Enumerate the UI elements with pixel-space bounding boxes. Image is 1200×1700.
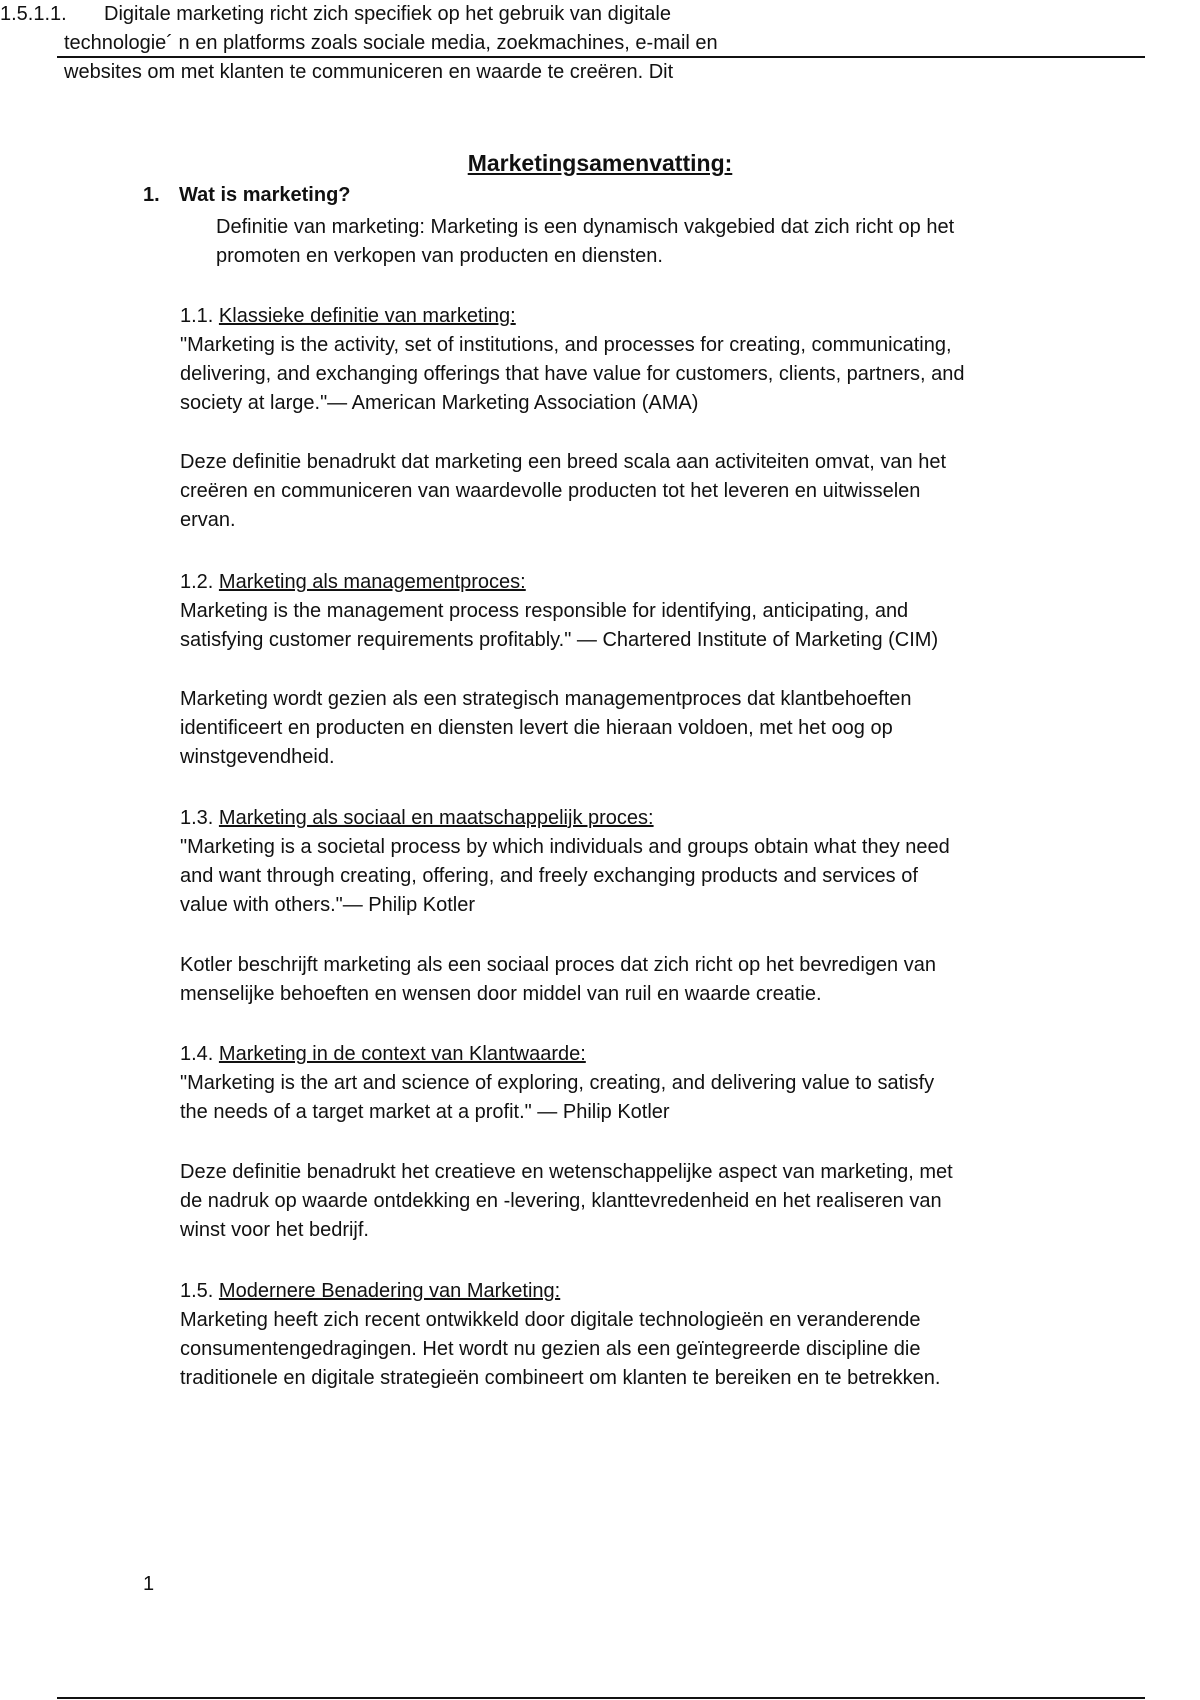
subsection-heading <box>180 568 1060 597</box>
subsection-1-2 <box>180 568 1060 655</box>
subsection-title: Marketing als managementproces: <box>218 571 526 593</box>
subsection-heading <box>180 1040 1060 1069</box>
explanation-1-4 <box>180 1158 1060 1245</box>
body-line: traditionele en digitale strategieën combineert om klanten te bereiken en te betrekken. <box>180 1367 941 1389</box>
explanation-line: menselijke behoeften en wensen door middel van ruil en waarde creatie. <box>180 983 822 1005</box>
quote-line: value with others."— Philip Kotler <box>180 894 476 916</box>
body-line: Marketing heeft zich recent ontwikkeld door digitale technologieën en veranderende <box>180 1309 921 1331</box>
subsection-number: 1.5. <box>180 1280 214 1302</box>
page-number: 1 <box>143 1573 155 1595</box>
quote-line: satisfying customer requirements profitably." — Chartered Institute of Marketing (CIM) <box>180 629 939 651</box>
explanation-line: creëren en communiceren van waardevolle producten tot het leveren en uitwisselen <box>180 480 921 502</box>
explanation-1-3 <box>180 951 1060 1009</box>
marketing-definition <box>216 213 1076 271</box>
subsection-title: Klassieke definitie van marketing: <box>218 305 516 327</box>
subsection-number: 1.2. <box>180 571 214 593</box>
subsection-heading <box>180 1277 1060 1306</box>
section-1-heading <box>143 184 351 207</box>
section-1-number: 1. <box>143 184 160 206</box>
explanation-line: Deze definitie benadrukt het creatieve en wetenschappelijke aspect van marketing, met <box>180 1161 953 1183</box>
subsection-1-1 <box>180 302 1060 418</box>
quote-line: and want through creating, offering, and freely exchanging products and services of <box>180 865 918 887</box>
explanation-line: winstgevendheid. <box>180 746 335 768</box>
quote-line: Marketing is the management process responsible for identifying, anticipating, and <box>180 600 909 622</box>
subsection-title: Marketing als sociaal en maatschappelijk proces: <box>218 807 654 829</box>
subsection-heading <box>180 804 1060 833</box>
explanation-line: de nadruk op waarde ontdekking en -levering, klanttevredenheid en het realiseren van <box>180 1190 942 1212</box>
explanation-line: identificeert en producten en diensten levert die hieraan voldoen, met het oog op <box>180 717 893 739</box>
deep-item-line: websites om met klanten te communiceren en waarde te creëren. Dit <box>64 61 674 83</box>
quote-line: society at large."— American Marketing Association (AMA) <box>180 392 699 414</box>
quote-line: the needs of a target market at a profit." — Philip Kotler <box>180 1101 670 1123</box>
deep-item-line: technologie´ n en platforms zoals sociale media, zoekmachines, e-mail en <box>64 32 718 54</box>
body-line: consumentengedragingen. Het wordt nu gezien als een geïntegreerde discipline die <box>180 1338 921 1360</box>
explanation-1-1 <box>180 448 1060 535</box>
quote-line: delivering, and exchanging offerings that have value for customers, clients, partners, and <box>180 363 965 385</box>
explanation-line: Deze definitie benadrukt dat marketing een breed scala aan activiteiten omvat, van het <box>180 451 947 473</box>
section-1-title: Wat is marketing? <box>179 184 351 206</box>
subsection-number: 1.1. <box>180 305 214 327</box>
explanation-1-2 <box>180 685 1060 772</box>
subsection-1-5-1-1 <box>0 0 820 87</box>
explanation-line: Kotler beschrijft marketing als een sociaal proces dat zich richt op het bevredigen van <box>180 954 936 976</box>
subsection-1-4 <box>180 1040 1060 1127</box>
definition-line: promoten en verkopen van producten en diensten. <box>216 245 663 267</box>
deep-item-line: Digitale marketing richt zich specifiek op het gebruik van digitale <box>104 3 671 25</box>
subsection-heading <box>180 302 1060 331</box>
deep-item-number: 1.5.1.1. <box>0 3 67 25</box>
explanation-line: ervan. <box>180 509 236 531</box>
explanation-line: Marketing wordt gezien als een strategisch managementproces dat klantbehoeften <box>180 688 912 710</box>
explanation-line: winst voor het bedrijf. <box>180 1219 369 1241</box>
subsection-number: 1.4. <box>180 1043 214 1065</box>
document-title: Marketingsamenvatting: <box>467 150 733 176</box>
subsection-1-3 <box>180 804 1060 920</box>
quote-line: "Marketing is the art and science of exploring, creating, and delivering value to satisfy <box>180 1072 935 1094</box>
subsection-title: Modernere Benadering van Marketing: <box>218 1280 561 1302</box>
quote-line: "Marketing is the activity, set of institutions, and processes for creating, communicating, <box>180 334 952 356</box>
quote-line: "Marketing is a societal process by which individuals and groups obtain what they need <box>180 836 950 858</box>
subsection-title: Marketing in de context van Klantwaarde: <box>218 1043 586 1065</box>
subsection-number: 1.3. <box>180 807 214 829</box>
footer-rule <box>57 1697 1145 1699</box>
definition-line: Definitie van marketing: Marketing is een dynamisch vakgebied dat zich richt op het <box>216 216 955 238</box>
subsection-1-5 <box>180 1277 1060 1393</box>
